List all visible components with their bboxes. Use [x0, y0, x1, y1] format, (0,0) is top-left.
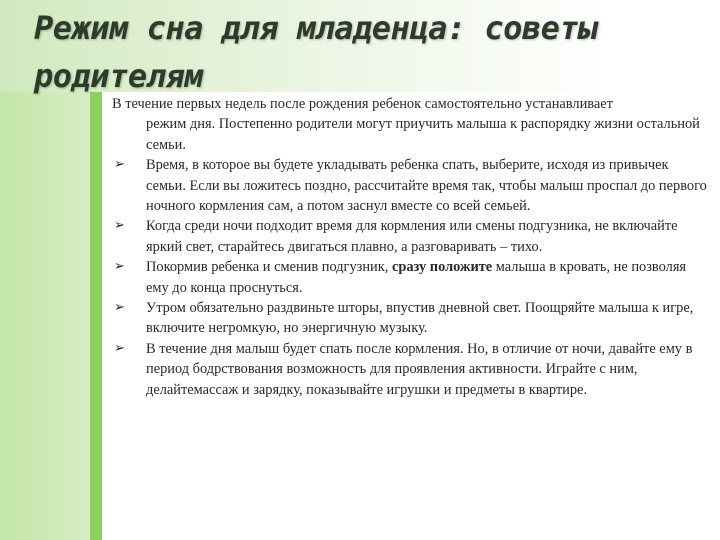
intro-first-line: В течение первых недель после рождения ребенок самостоятельно устанавливает [112, 96, 613, 112]
list-item [112, 216, 712, 257]
list-item-emphasis: сразу положите [391, 259, 493, 276]
advice-list [112, 155, 712, 400]
list-item [112, 339, 712, 400]
arrow-bullet-icon: ➢ [114, 157, 125, 173]
left-accent-bar [90, 92, 102, 540]
slide-body [112, 94, 712, 400]
arrow-bullet-icon: ➢ [114, 340, 125, 356]
list-item [112, 298, 712, 339]
list-item-text: Утром обязательно раздвиньте шторы, впустив дневной свет. Поощряйте малыша к игре, включите негромкую, но энергичную музыку. [146, 300, 694, 337]
intro-continuation: режим дня. Постепенно родители могут приучить малыша к распорядку жизни остальной семьи. [146, 116, 700, 153]
arrow-bullet-icon: ➢ [114, 300, 125, 316]
list-item [112, 155, 712, 216]
arrow-bullet-icon: ➢ [114, 259, 125, 275]
list-item-text-before: Покормив ребенка и сменив подгузник, [146, 259, 392, 276]
list-item-text-after: малыша в кровать, не позволяя ему до конца проснуться. [146, 259, 687, 296]
slide-title: Режим сна для младенца: советы родителям [34, 9, 597, 95]
arrow-bullet-icon: ➢ [114, 218, 125, 234]
list-item-text: Когда среди ночи подходит время для кормления или смены подгузника, не включайте яркий свет, старайтесь двигаться плавно, а разговаривать – тихо. [146, 218, 678, 255]
list-item [112, 257, 712, 298]
list-item-text: Время, в которое вы будете укладывать ребенка спать, выберите, исходя из привычек семьи. Если вы ложитесь поздно, рассчитайте время так, чтобы малыш проспал до первого ночного кормления сам, а потом заснул вместе со всей семьей. [146, 157, 707, 215]
intro-paragraph [112, 94, 712, 155]
left-decorative-stripe [0, 92, 90, 540]
list-item-text: В течение дня малыш будет спать после кормления. Но, в отличие от ночи, давайте ему в период бодрствования возможность для проявления активности. Играйте с ним, делайтемассаж и зарядку, показывайте игрушки и предметы в квартире. [146, 340, 693, 398]
